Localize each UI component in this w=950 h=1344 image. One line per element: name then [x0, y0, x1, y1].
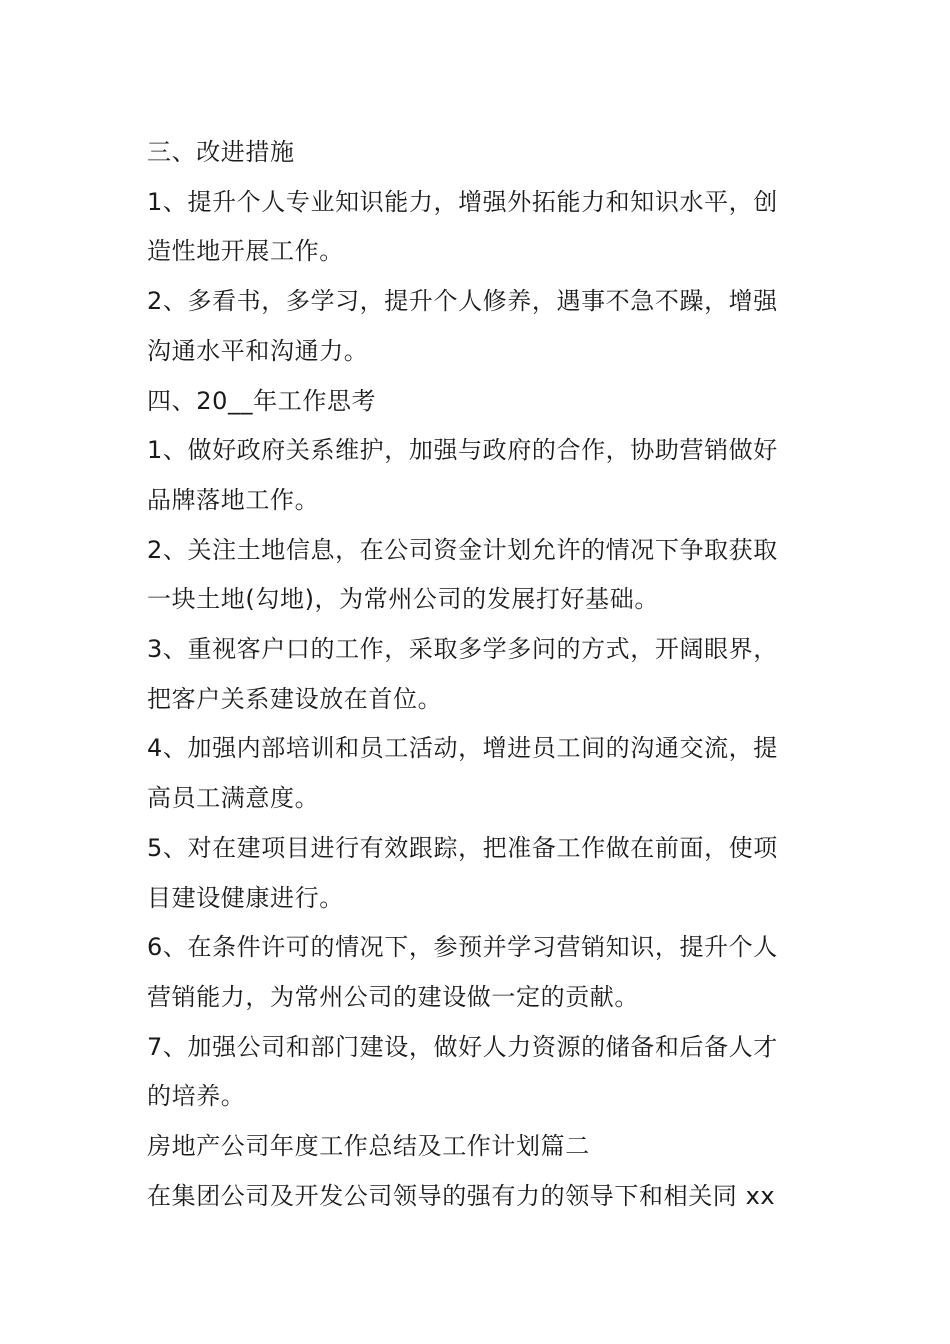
- paragraph-line: 在集团公司及开发公司领导的强有力的领导下和相关同 xx: [147, 1181, 776, 1210]
- paragraph-line: 6、在条件许可的情况下，参预并学习营销知识，提升个人: [147, 933, 778, 962]
- paragraph-line: 2、关注土地信息，在公司资金计划允许的情况下争取获取: [147, 535, 778, 564]
- paragraph-line: 品牌落地工作。: [147, 485, 320, 514]
- paragraph-line: 7、加强公司和部门建设，做好人力资源的储备和后备人才: [147, 1032, 778, 1061]
- paragraph-line: 把客户关系建设放在首位。: [147, 684, 443, 713]
- section-heading-improvements: 三、改进措施: [147, 138, 295, 166]
- paragraph-line: 2、多看书，多学习，提升个人修养，遇事不急不躁，增强: [147, 287, 778, 316]
- paragraph-line: 1、做好政府关系维护，加强与政府的合作，协助营销做好: [147, 436, 778, 465]
- paragraph-line: 造性地开展工作。: [147, 237, 344, 266]
- document-page: [147, 128, 817, 1221]
- article-title-part-two: 房地产公司年度工作总结及工作计划篇二: [147, 1132, 590, 1161]
- paragraph-line: 3、重视客户口的工作，采取多学多问的方式，开阔眼界，: [147, 635, 778, 664]
- paragraph-line: 一块土地(勾地)，为常州公司的发展打好基础。: [147, 585, 659, 614]
- section-heading-work-thinking: 四、20__年工作思考: [147, 386, 377, 415]
- paragraph-line: 5、对在建项目进行有效跟踪，把准备工作做在前面，使项: [147, 833, 778, 862]
- paragraph-line: 营销能力，为常州公司的建设做一定的贡献。: [147, 982, 639, 1011]
- paragraph-line: 目建设健康进行。: [147, 883, 344, 912]
- paragraph-line: 1、提升个人专业知识能力，增强外拓能力和知识水平，创: [147, 187, 778, 216]
- paragraph-line: 沟通水平和沟通力。: [147, 336, 369, 365]
- paragraph-line: 高员工满意度。: [147, 784, 320, 813]
- paragraph-line: 4、加强内部培训和员工活动，增进员工间的沟通交流，提: [147, 734, 778, 763]
- paragraph-line: 的培养。: [147, 1082, 246, 1111]
